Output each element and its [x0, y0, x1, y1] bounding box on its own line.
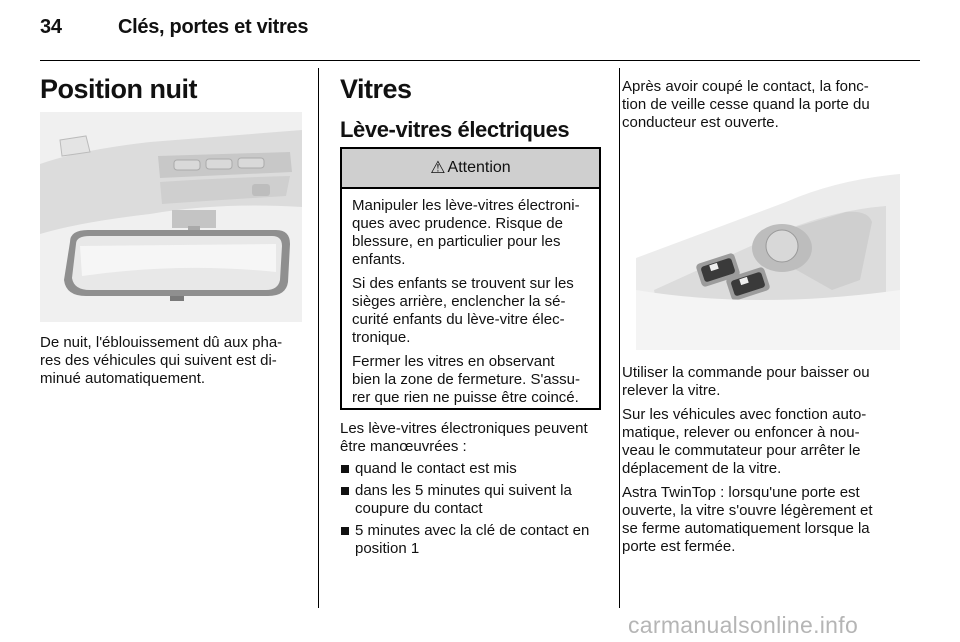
text-line: Manipuler les lève-vitres électroni-: [352, 197, 580, 214]
subheading-power-windows: Lève-vitres électriques: [340, 117, 570, 142]
column-divider-left: [318, 68, 319, 608]
window-switch-image: [636, 140, 900, 350]
text-line: sièges arrière, enclencher la sé-: [352, 293, 566, 310]
text-line: matique, relever ou enfoncer à nou-: [622, 424, 860, 441]
night-position-text: [40, 334, 302, 388]
text-line: minué automatiquement.: [40, 370, 206, 387]
auto-function-text: [622, 406, 906, 478]
text-line: Sur les véhicules avec fonction auto-: [622, 406, 867, 423]
text-line: res des véhicules qui suivent est di-: [40, 352, 277, 369]
attention-body: [342, 189, 599, 407]
text-line: enfants.: [352, 251, 406, 268]
text-line: position 1: [355, 540, 420, 557]
text-line: ques avec prudence. Risque de: [352, 215, 563, 232]
section-heading-night-position: Position nuit: [40, 74, 197, 104]
text-line: quand le contact est mis: [355, 460, 517, 477]
right-intro-text: [622, 78, 904, 132]
middle-column: [340, 72, 602, 144]
text-line: déplacement de la vitre.: [622, 460, 782, 477]
list-item: [340, 522, 604, 558]
text-line: Les lève-vitres électroniques peuvent: [340, 420, 588, 437]
page-number: 34: [40, 16, 62, 38]
warning-triangle-icon: ⚠: [430, 158, 446, 177]
text-line: Astra TwinTop : lorsqu'une porte est: [622, 484, 860, 501]
text-line: tronique.: [352, 329, 411, 346]
middle-body: [340, 420, 604, 562]
text-line: Fermer les vitres en observant: [352, 353, 555, 370]
conditions-list: [340, 460, 604, 558]
section-heading-windows: Vitres: [340, 74, 412, 104]
control-usage-text: [622, 364, 906, 400]
text-line: se ferme automatiquement lorsque la: [622, 520, 870, 537]
list-item: [340, 460, 604, 478]
header-rule: [40, 60, 920, 61]
text-line: rer que rien ne puisse être coincé.: [352, 389, 579, 406]
text-line: ouverte, la vitre s'ouvre légèrement et: [622, 502, 873, 519]
text-line: relever la vitre.: [622, 382, 721, 399]
bullet-square-icon: [341, 465, 349, 473]
attention-paragraph: [352, 275, 591, 347]
attention-paragraph: [352, 197, 591, 269]
bullet-square-icon: [341, 487, 349, 495]
window-switch-illustration-icon: [636, 140, 900, 350]
list-item: [340, 482, 604, 518]
text-line: veau le commutateur pour arrêter le: [622, 442, 861, 459]
mirror-illustration-icon: [40, 112, 302, 322]
text-line: coupure du contact: [355, 500, 483, 517]
text-line: dans les 5 minutes qui suivent la: [355, 482, 572, 499]
text-line: Si des enfants se trouvent sur les: [352, 275, 574, 292]
attention-paragraph: [352, 353, 591, 407]
chapter-title: Clés, portes et vitres: [118, 16, 309, 38]
text-line: Utiliser la commande pour baisser ou: [622, 364, 870, 381]
text-line: De nuit, l'éblouissement dû aux pha-: [40, 334, 283, 351]
left-body: [40, 334, 302, 394]
text-line: 5 minutes avec la clé de contact en: [355, 522, 590, 539]
bullet-square-icon: [341, 527, 349, 535]
twintop-text: [622, 484, 906, 556]
page-header: [40, 16, 920, 50]
text-line: porte est fermée.: [622, 538, 736, 555]
text-line: être manœuvrées :: [340, 438, 467, 455]
text-line: tion de veille cesse quand la porte du: [622, 96, 870, 113]
text-line: blessure, en particulier pour les: [352, 233, 561, 250]
right-body: [622, 364, 906, 562]
power-window-intro: [340, 420, 604, 456]
text-line: conducteur est ouverte.: [622, 114, 779, 131]
attention-title: Attention: [447, 159, 511, 176]
watermark-text: carmanualsonline.info: [628, 612, 859, 638]
text-line: bien la zone de fermeture. S'assu-: [352, 371, 580, 388]
rearview-mirror-image: [40, 112, 302, 322]
column-divider-right: [619, 68, 620, 608]
attention-header: [342, 149, 599, 189]
attention-box: [340, 147, 601, 410]
text-line: curité enfants du lève-vitre élec-: [352, 311, 565, 328]
text-line: Après avoir coupé le contact, la fonc-: [622, 78, 869, 95]
right-column: [622, 78, 904, 138]
